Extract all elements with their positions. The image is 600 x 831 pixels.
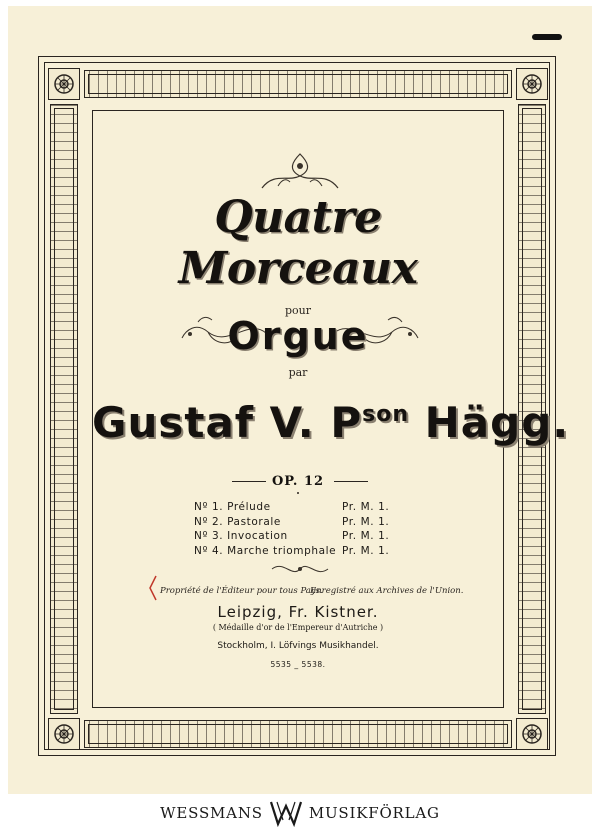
stockholm-seller: Stockholm, I. Löfvings Musikhandel. [217, 641, 379, 651]
corner-ink-mark [532, 34, 562, 40]
red-pencil-mark-icon [148, 575, 158, 601]
piece-title: Nº 2. Pastorale [194, 515, 281, 528]
rosette-top-right-icon [516, 68, 548, 100]
list-item [194, 529, 404, 544]
piece-price: Pr. M. 1. [342, 501, 390, 514]
left-border-band [50, 104, 78, 714]
plate-numbers: 5535 _ 5538. [270, 660, 326, 669]
piece-title: Nº 3. Invocation [194, 530, 288, 543]
piece-list [194, 500, 404, 558]
footer-imprint [0, 794, 600, 831]
footer-right-text: MUSIKFÖRLAG [308, 803, 440, 822]
instrument-title: Orgue [227, 314, 369, 358]
wm-monogram-logo [269, 798, 303, 828]
score-title: Quatre Morceaux [178, 192, 418, 294]
rosette-bottom-left-icon [48, 718, 80, 750]
pour-label: pour [284, 304, 311, 317]
piece-title: Nº 1. Prélude [194, 501, 271, 514]
rights-right: Enregistré aux Archives de l'Union. [310, 586, 464, 596]
top-border-band [84, 70, 512, 98]
par-label: par [288, 366, 308, 379]
piece-price: Pr. M. 1. [342, 544, 390, 557]
list-item [194, 544, 404, 559]
bottom-border-band [84, 720, 512, 748]
list-item [194, 515, 404, 530]
composer-name [92, 398, 570, 447]
composer-name-right: Hägg. [409, 398, 570, 447]
medal-note: ( Médaille d'or de l'Empereur d'Autriche ) [212, 623, 384, 632]
opus-number: OP. 12 [271, 474, 325, 489]
publisher: Leipzig, Fr. Kistner. [217, 603, 379, 621]
rights-left: Propriété de l'Éditeur pour tous Pays. [160, 586, 323, 596]
piece-title: Nº 4. Marche triomphale [194, 544, 337, 557]
composer-name-left: Gustaf V. P [92, 398, 363, 447]
piece-price: Pr. M. 1. [342, 515, 390, 528]
rosette-bottom-right-icon [516, 718, 548, 750]
small-flourish-icon [270, 560, 330, 578]
footer-left-text: WESSMANS [160, 803, 263, 822]
piece-price: Pr. M. 1. [342, 530, 390, 543]
composer-superscript: son [362, 402, 410, 427]
rosette-top-left-icon [48, 68, 80, 100]
crest-ornament-icon [258, 152, 342, 194]
list-item [194, 500, 404, 515]
separator-dot [297, 492, 299, 494]
